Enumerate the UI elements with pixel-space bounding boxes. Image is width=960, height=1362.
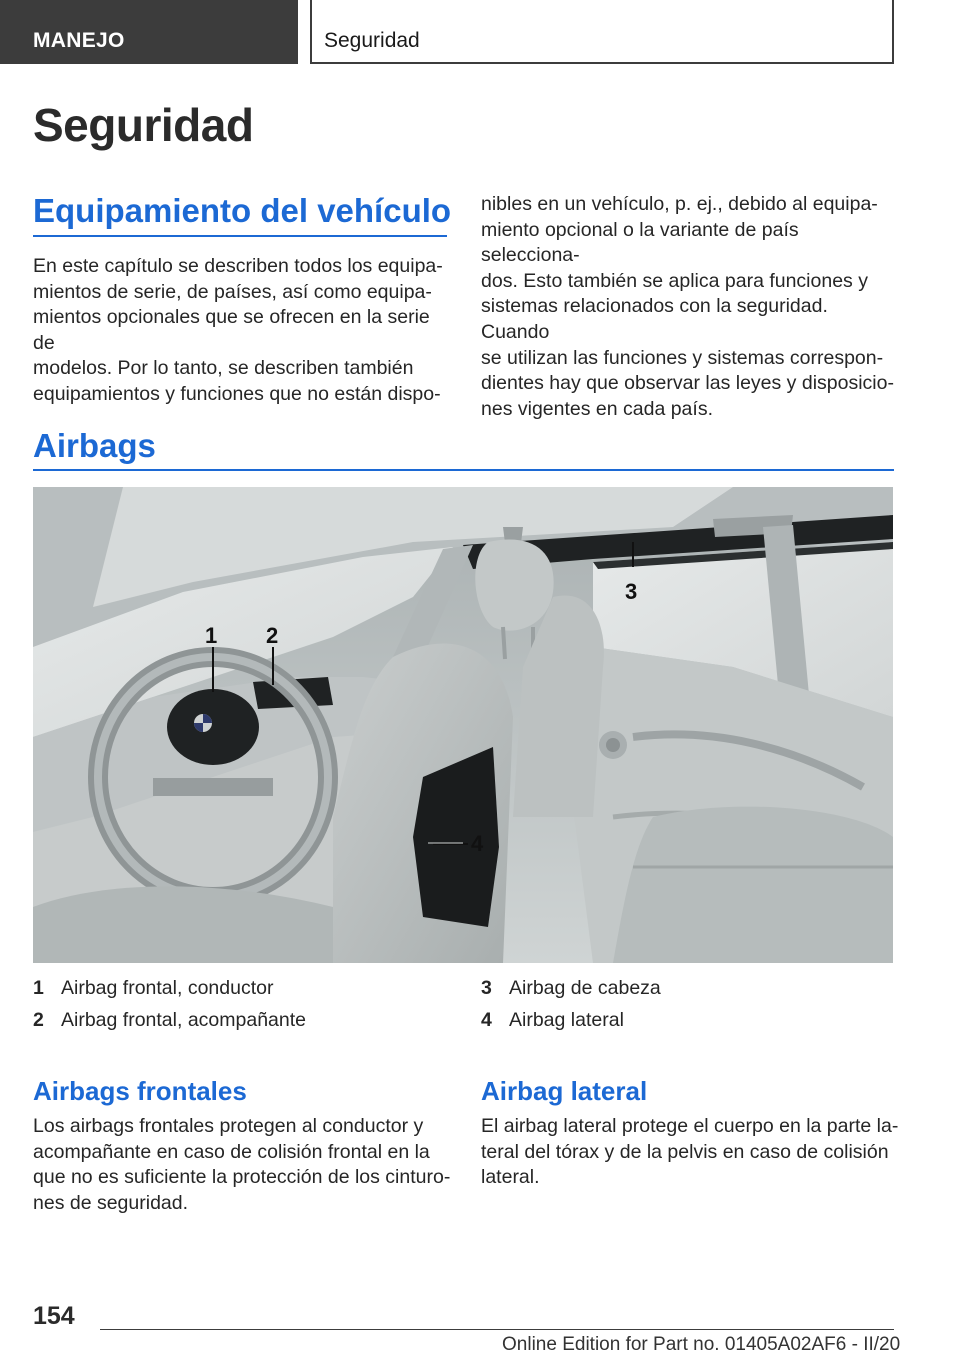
equipment-text-right: nibles en un vehículo, p. ej., debido al equipa- miento opcional o la variante de país selecciona- dos. Esto también se aplica para funciones y sistemas relacionados con la seguridad. Cuando se utilizan las funciones y sistemas correspon- dientes hay que observar las leyes y disposicio- nes vigentes en cada país.: [481, 193, 894, 420]
callout-3: 3: [625, 579, 638, 604]
header-section-tab: [0, 0, 298, 64]
header-section-label: MANEJO: [33, 29, 125, 52]
legend-label: Airbag lateral: [509, 1009, 624, 1031]
equipment-heading: Equipamiento del vehículo: [33, 192, 452, 229]
frontal-airbags-heading: Airbags frontales: [33, 1076, 247, 1106]
header-chapter-label: Seguridad: [324, 29, 420, 52]
edition-note: Online Edition for Part no. 01405A02AF6 - II/20: [502, 1334, 901, 1355]
legend-number: 3: [481, 977, 492, 999]
callout-1: 1: [205, 623, 218, 648]
callout-4: 4: [471, 831, 484, 856]
equipment-heading-rule: [33, 235, 447, 237]
lateral-airbag-heading: Airbag lateral: [481, 1076, 648, 1106]
airbags-heading-rule: [33, 469, 894, 471]
page-title: Seguridad: [33, 99, 254, 151]
airbags-figure: [33, 487, 893, 963]
legend-label: Airbag frontal, conductor: [61, 977, 274, 999]
legend-label: Airbag de cabeza: [509, 977, 661, 999]
page-number: 154: [33, 1302, 75, 1330]
equipment-text-left: En este capítulo se describen todos los equipa- mientos de serie, de países, así como equipa- mientos opcionales que se ofrecen en la serie de modelos. Por lo tanto, se describen también equipamientos y funciones que no están dispo-: [33, 255, 443, 405]
frontal-airbags-text: Los airbags frontales protegen al conductor y acompañante en caso de colisión frontal en la que no es suficiente la protección de los cinturo- nes de seguridad.: [33, 1115, 451, 1214]
lateral-airbag-text: El airbag lateral protege el cuerpo en la parte la- teral del tórax y de la pelvis en caso de colisión lateral.: [481, 1115, 899, 1189]
legend-number: 4: [481, 1009, 492, 1031]
airbags-heading: Airbags: [33, 427, 156, 464]
legend-number: 2: [33, 1009, 44, 1031]
callout-2: 2: [266, 623, 279, 648]
header-chapter-tab: [310, 0, 894, 64]
legend-number: 1: [33, 977, 44, 999]
car-interior-illustration: [33, 487, 893, 963]
legend-label: Airbag frontal, acompañante: [61, 1009, 306, 1031]
footer-rule: [100, 1329, 894, 1330]
